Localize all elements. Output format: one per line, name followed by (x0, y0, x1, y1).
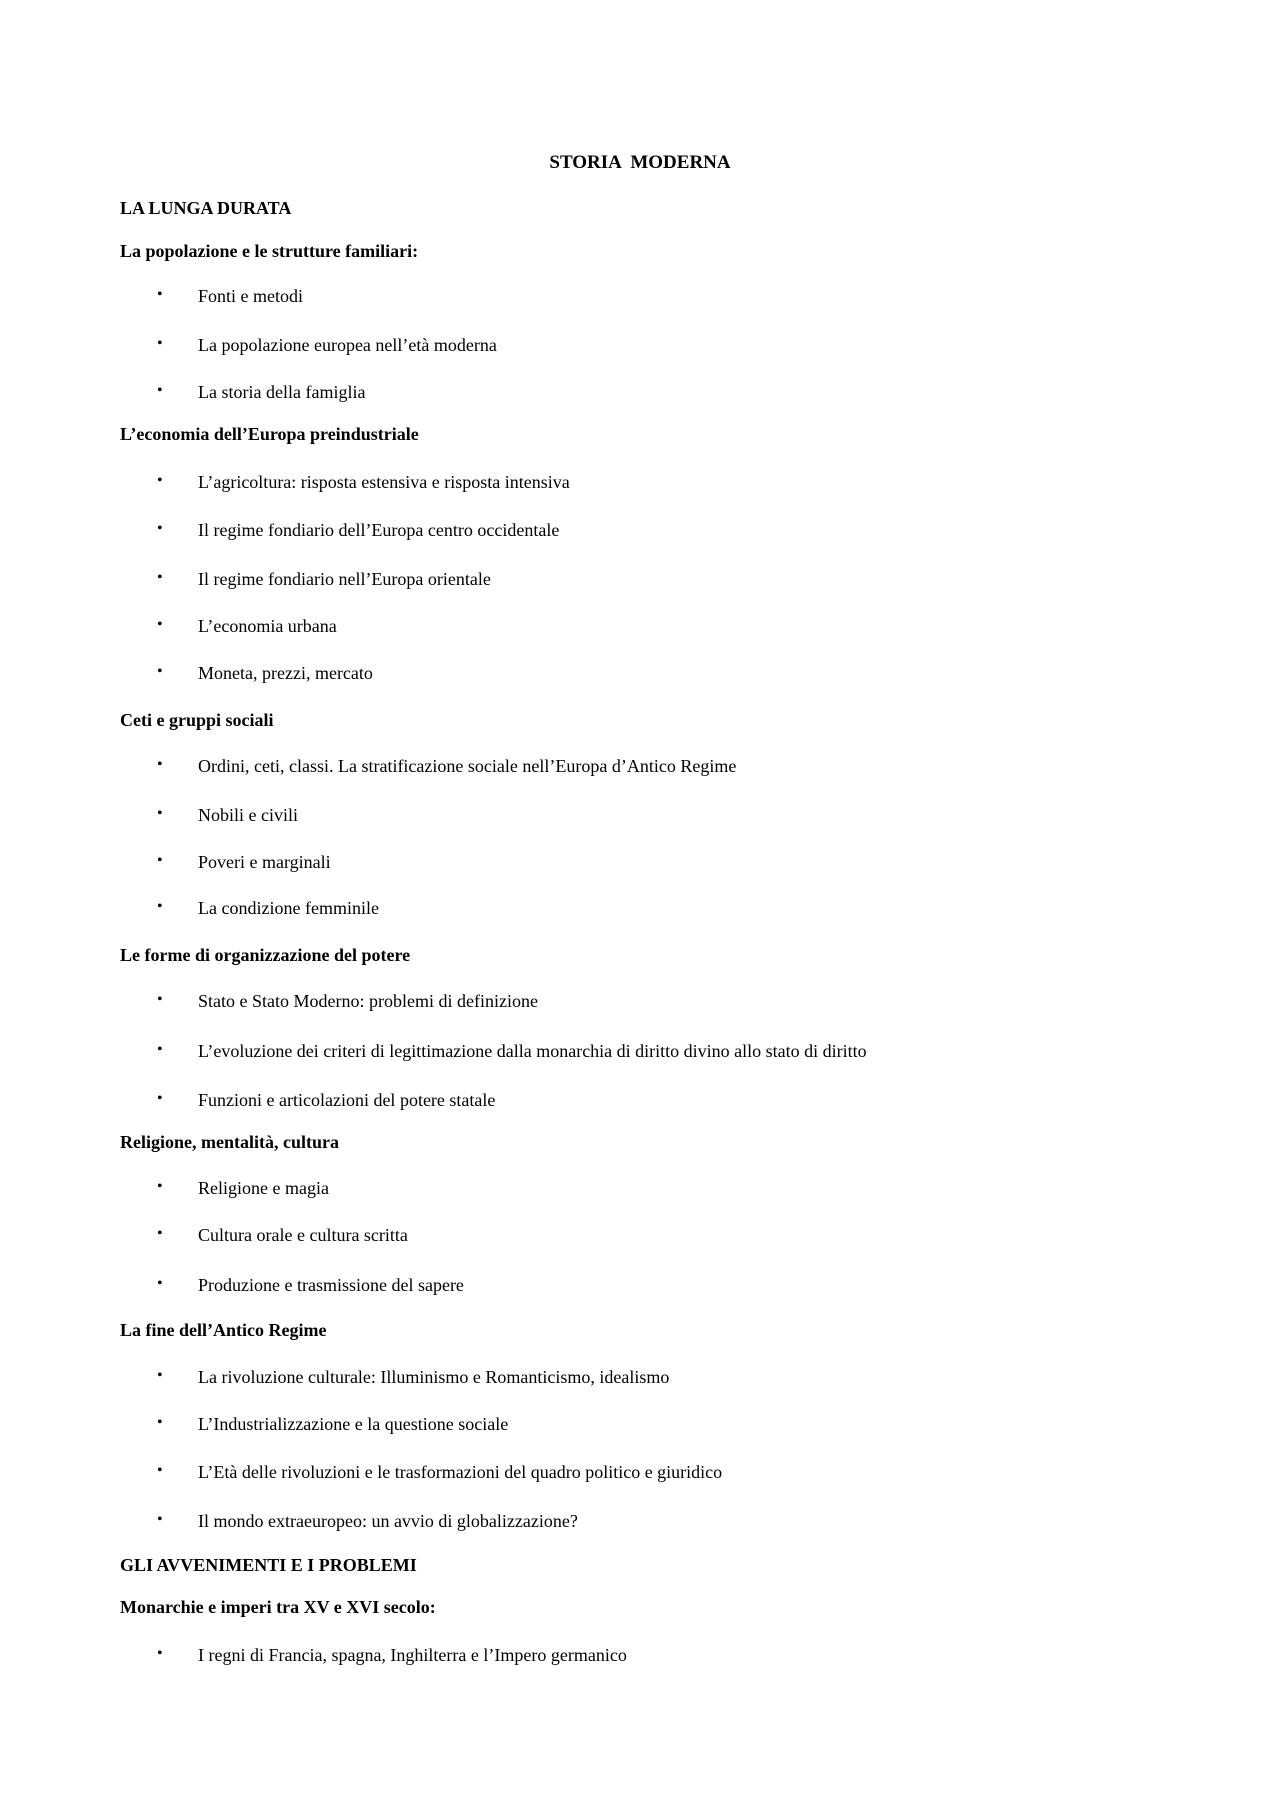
list-item-text: Nobili e civili (198, 805, 298, 825)
section-heading: La fine dell’Antico Regime (120, 1320, 327, 1340)
list-item-text: Ordini, ceti, classi. La stratificazione sociale nell’Europa d’Antico Regime (198, 756, 737, 776)
bullet-icon: • (157, 520, 163, 537)
list-item-text: L’evoluzione dei criteri di legittimazione dalla monarchia di diritto divino allo stato di diritto (198, 1041, 867, 1061)
list-item-text: La rivoluzione culturale: Illuminismo e Romanticismo, idealismo (198, 1367, 670, 1387)
bullet-icon: • (157, 1225, 163, 1242)
bullet-icon: • (157, 1090, 163, 1107)
list-item-text: Produzione e trasmissione del sapere (198, 1275, 464, 1295)
bullet-icon: • (157, 663, 163, 680)
section-heading: Ceti e gruppi sociali (120, 710, 274, 730)
bullet-icon: • (157, 616, 163, 633)
list-item-text: Cultura orale e cultura scritta (198, 1225, 408, 1245)
bullet-icon: • (157, 1462, 163, 1479)
bullet-icon: • (157, 1511, 163, 1528)
list-item-text: Moneta, prezzi, mercato (198, 663, 373, 683)
list-item-text: Stato e Stato Moderno: problemi di definizione (198, 991, 538, 1011)
bullet-icon: • (157, 382, 163, 399)
bullet-icon: • (157, 898, 163, 915)
section-heading: Le forme di organizzazione del potere (120, 945, 411, 965)
bullet-icon: • (157, 1414, 163, 1431)
section-heading: Religione, mentalità, cultura (120, 1132, 339, 1152)
section-heading: LA LUNGA DURATA (120, 198, 292, 218)
bullet-icon: • (157, 335, 163, 352)
list-item-text: L’agricoltura: risposta estensiva e risposta intensiva (198, 472, 570, 492)
list-item-text: Il mondo extraeuropeo: un avvio di globalizzazione? (198, 1511, 578, 1531)
list-item-text: I regni di Francia, spagna, Inghilterra e l’Impero germanico (198, 1645, 627, 1665)
list-item-text: La storia della famiglia (198, 382, 366, 402)
bullet-icon: • (157, 472, 163, 489)
bullet-icon: • (157, 852, 163, 869)
list-item-text: Religione e magia (198, 1178, 329, 1198)
list-item-text: L’Industrializzazione e la questione sociale (198, 1414, 509, 1434)
bullet-icon: • (157, 286, 163, 303)
section-heading: Monarchie e imperi tra XV e XVI secolo: (120, 1597, 436, 1617)
bullet-icon: • (157, 569, 163, 586)
list-item-text: Il regime fondiario dell’Europa centro occidentale (198, 520, 560, 540)
bullet-icon: • (157, 1041, 163, 1058)
bullet-icon: • (157, 1645, 163, 1662)
list-item-text: L’economia urbana (198, 616, 337, 636)
bullet-icon: • (157, 1367, 163, 1384)
section-heading: La popolazione e le strutture familiari: (120, 241, 419, 261)
list-item-text: Fonti e metodi (198, 286, 303, 306)
list-item-text: La popolazione europea nell’età moderna (198, 335, 497, 355)
section-heading: GLI AVVENIMENTI E I PROBLEMI (120, 1555, 417, 1575)
bullet-icon: • (157, 991, 163, 1008)
list-item-text: Funzioni e articolazioni del potere statale (198, 1090, 496, 1110)
list-item-text: Poveri e marginali (198, 852, 331, 872)
document-title: STORIA MODERNA (549, 152, 731, 173)
list-item-text: L’Età delle rivoluzioni e le trasformazioni del quadro politico e giuridico (198, 1462, 723, 1482)
section-heading: L’economia dell’Europa preindustriale (120, 424, 419, 444)
list-item-text: La condizione femminile (198, 898, 379, 918)
bullet-icon: • (157, 805, 163, 822)
bullet-icon: • (157, 1178, 163, 1195)
bullet-icon: • (157, 756, 163, 773)
list-item-text: Il regime fondiario nell’Europa orientale (198, 569, 491, 589)
bullet-icon: • (157, 1275, 163, 1292)
